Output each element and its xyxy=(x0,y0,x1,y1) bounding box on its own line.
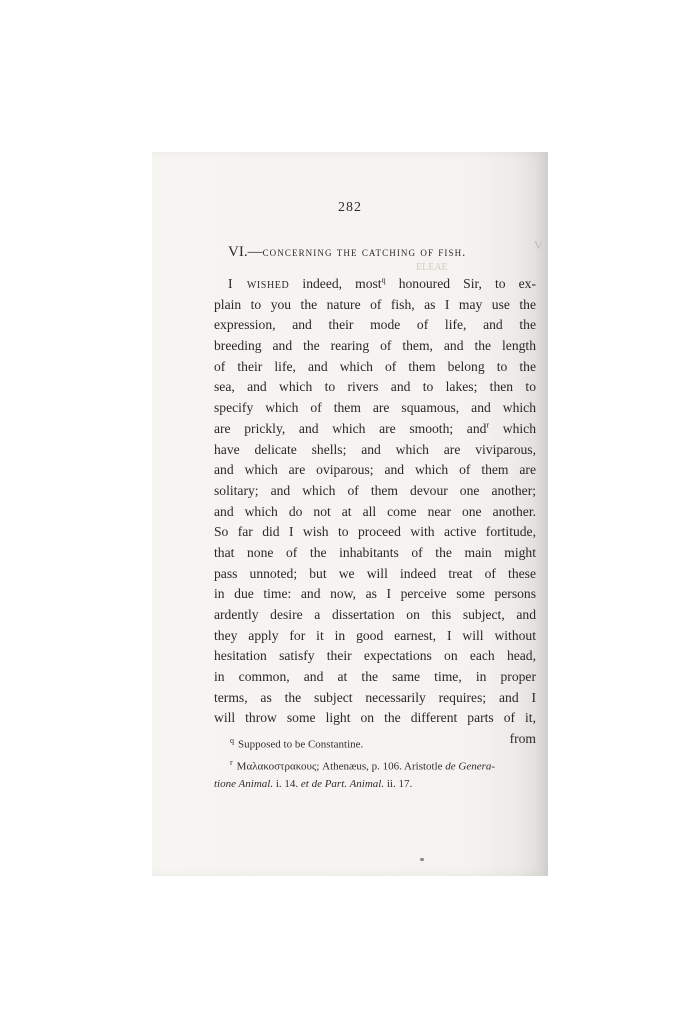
text-line: that none of the inhabitants of the main might xyxy=(214,544,536,560)
footnote-mark: r xyxy=(230,757,233,767)
text-line xyxy=(214,419,536,440)
text-fragment: which xyxy=(489,420,536,436)
footnote-ref: r xyxy=(486,420,490,430)
ink-speck xyxy=(420,858,424,861)
footnote-q xyxy=(214,732,536,754)
bleed-through-glyph: V xyxy=(534,238,543,252)
text-line: terms, as the subject necessarily requires; and I xyxy=(214,689,536,705)
text-line: plain to you the nature of fish, as I may use the xyxy=(214,296,536,312)
footnote-r xyxy=(214,754,536,776)
text-line: of their life, and which of them belong to the xyxy=(214,358,536,374)
text-line: in common, and at the same time, in proper xyxy=(214,669,536,685)
text-line: sea, and which to rivers and to lakes; then to xyxy=(214,379,536,395)
bleed-through-glyph: ELEAE xyxy=(416,262,448,273)
section-numeral: VI.— xyxy=(228,244,263,260)
footnote-mark: q xyxy=(230,736,234,745)
footnote-ref: q xyxy=(381,275,386,285)
section-heading xyxy=(228,244,466,261)
book-page xyxy=(152,152,548,876)
text-fragment: are prickly, and which are smooth; and xyxy=(214,420,487,436)
text-line: hesitation satisfy their expectations on each head, xyxy=(214,648,536,664)
footnote-italic: tione Animal. xyxy=(214,778,274,791)
footnote-italic: de Genera- xyxy=(445,760,496,773)
text-line: specify which of them are squamous, and which xyxy=(214,400,536,416)
text-line: in due time: and now, as I perceive some persons xyxy=(214,586,536,602)
text-fragment: honoured Sir, to ex- xyxy=(385,276,536,291)
footnote-italic: et de Part. Animal. xyxy=(300,778,385,791)
section-title: concerning the catching of fish. xyxy=(262,245,467,259)
text-line: ardently desire a dissertation on this subject, and xyxy=(214,607,536,622)
text-line: and which do not at all come near one another. xyxy=(214,503,536,519)
footnote-text: Supposed to be Constantine. xyxy=(238,738,364,751)
footnote-text: Athenæus, p. 106. Aristotle xyxy=(319,760,446,773)
opening-words: I wished xyxy=(228,276,290,291)
catchword: from xyxy=(509,731,536,747)
page-number: 282 xyxy=(338,200,362,215)
text-line: pass unnoted; but we will indeed treat of these xyxy=(214,565,536,581)
footnotes xyxy=(214,732,536,793)
footnote-text: i. 14. xyxy=(273,778,301,791)
text-line: So far did I wish to proceed with active fortitude, xyxy=(214,524,536,540)
text-line: have delicate shells; and which are viviparous, xyxy=(214,441,536,457)
text-line: will throw some light on the different parts of it, xyxy=(214,710,536,726)
text-line: they apply for it in good earnest, I will without xyxy=(214,627,536,643)
text-fragment: indeed, most xyxy=(289,276,382,291)
body-text xyxy=(214,274,536,750)
text-line xyxy=(214,274,536,295)
text-line: and which are oviparous; and which of them are xyxy=(214,462,536,478)
text-line: breeding and the rearing of them, and the length xyxy=(214,338,536,354)
footnote-greek: Μαλακοστρακους; xyxy=(236,760,320,773)
footnote-r-continued xyxy=(214,775,536,793)
footnote-text: ii. 17. xyxy=(384,778,413,791)
text-line: solitary; and which of them devour one another; xyxy=(214,482,536,498)
text-line: expression, and their mode of life, and the xyxy=(214,317,536,333)
